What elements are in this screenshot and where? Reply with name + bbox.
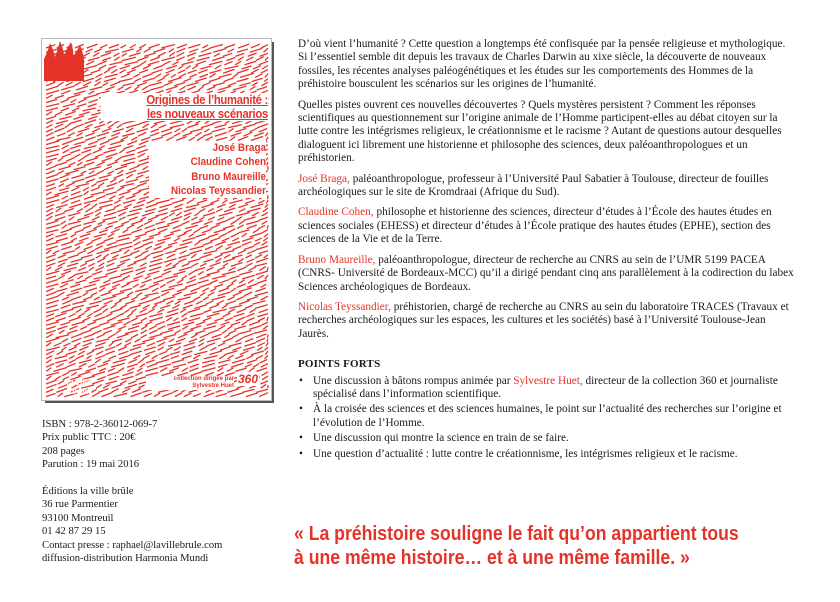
publisher-info: [42, 485, 282, 565]
list-item-text: Une discussion à bâtons rompus animée par: [313, 374, 514, 387]
publisher-name: Éditions la ville brûle: [42, 486, 134, 497]
list-item-text: Une discussion qui montre la science en train de se faire.: [313, 432, 569, 445]
bullet-icon: •: [299, 432, 303, 445]
bio-name: Bruno Maureille,: [298, 253, 376, 266]
publisher-logo-text: la ville brûle: [66, 378, 92, 396]
cover-author: Bruno Maureille: [191, 170, 266, 183]
isbn: ISBN : 978-2-36012-069-7: [42, 419, 158, 430]
bullet-icon: •: [299, 374, 303, 387]
bio-name: Nicolas Teyssandier,: [298, 300, 391, 313]
cover-collection: [146, 376, 234, 390]
cover-title-line2: les nouveaux scénarios: [146, 107, 268, 121]
cover-author: Claudine Cohen: [190, 156, 266, 169]
book-info: [42, 418, 282, 471]
press-contact: Contact presse : raphael@lavillebrule.com: [42, 539, 223, 551]
cover-collection-number: 360: [238, 372, 259, 386]
cover-author: José Braga: [212, 142, 266, 154]
list-item: [298, 448, 796, 461]
quote-line2: à une même histoire… et à une même famille. »: [294, 545, 690, 569]
book-cover: [42, 39, 271, 400]
release-date: Parution : 19 mai 2016: [42, 458, 140, 470]
bullet-icon: •: [299, 403, 303, 416]
list-item-text: directeur de la collection 360 et journaliste spécialisé dans l’information scientifique.: [313, 374, 778, 400]
distribution: diffusion-distribution Harmonia Mundi: [42, 553, 209, 565]
main-text: [298, 38, 796, 463]
bio-name: José Braga,: [298, 172, 350, 185]
bio-text: philosophe et historienne des sciences, directeur d’études à l’École des hautes études en sciences sociales (EHESS) et directeur d’études à l’École pratique des hautes études (EPHE), section des sciences de la Vie et de la Terre.: [298, 206, 772, 246]
points-forts-heading: POINTS FORTS: [298, 358, 381, 371]
bio-text: paléoanthropologue, professeur à l’Université Paul Sabatier à Toulouse, directeur de fouilles archéologiques sur le site de Kromdraai (Afrique du Sud).: [298, 172, 769, 199]
list-item: [298, 403, 796, 430]
cover-title-line1: Origines de l’humanité :: [146, 93, 268, 107]
cover-collection-line2: Sylvestre Huet: [192, 383, 234, 389]
cover-collection-line1: collection dirigée par: [173, 376, 234, 382]
bio-name: Claudine Cohen,: [298, 206, 374, 219]
publisher-city: 93100 Montreuil: [42, 512, 114, 524]
cover-title: [101, 93, 268, 121]
list-item-text: À la croisée des sciences et des sciences humaines, le point sur l’actualité des recherches sur l’origine et l’évolution de l’Homme.: [313, 403, 782, 429]
bio-text: préhistorien, chargé de recherche au CNRS au sein du laboratoire TRACES (Travaux et recherches archéologiques sur les espaces, les cultures et les sociétés) basé à l’Université Toulouse-Jean Jaurès.: [298, 300, 789, 340]
intro-paragraph: Quelles pistes ouvrent ces nouvelles découvertes ? Quels mystères persistent ? Comment les réponses scientifiques au questionnement sur l’origine animale de l’Homme participent-elles au débat citoyen sur la lutte contre les intégrismes religieux, le créationnisme et le racisme ? Autant de questions autour desquelles dialoguent ici librement une historienne et philosophe des sciences, deux paléoanthropologues et un préhistorien.: [298, 98, 782, 165]
pull-quote: [294, 522, 741, 569]
bio-maureille: [298, 254, 796, 294]
bullet-icon: •: [299, 447, 303, 460]
quote-line1: « La préhistoire souligne le fait qu’on appartient tous: [294, 522, 739, 545]
bio-text: paléoanthropologue, directeur de recherche au CNRS au sein de l’UMR 5199 PACEA (CNRS- Université de Bordeaux-MCC) qu’il a dirigé pendant cinq ans parallèlement à la codirection du labex Sciences archéologiques de Bordeaux.: [298, 253, 794, 293]
price: Prix public TTC : 20€: [42, 432, 136, 444]
list-item-text: Une question d’actualité : lutte contre le créationnisme, les intégrismes religieux et le racisme.: [313, 447, 738, 460]
cover-authors: [149, 141, 266, 198]
bio-braga: [298, 173, 796, 200]
bio-cohen: [298, 206, 796, 246]
publisher-street: 36 rue Parmentier: [42, 499, 118, 511]
list-item-name: Sylvestre Huet,: [513, 374, 583, 387]
cover-author: Nicolas Teyssandier: [170, 184, 266, 197]
list-item: [298, 375, 796, 402]
page-count: 208 pages: [42, 445, 85, 457]
bio-teyssandier: [298, 301, 796, 341]
points-forts-list: [298, 375, 796, 461]
intro-paragraph: D’où vient l’humanité ? Cette question a longtemps été confisquée par la pensée religieuse et mythologique. Si l’essentiel semble dit depuis les travaux de Charles Darwin au xixe siècle, la découverte de nouveaux fossiles, les récentes analyses paléogénétiques et les études sur les comportements des Hommes de la préhistoire bousculent les scénarios sur les origines de l’humanité.: [298, 38, 786, 91]
list-item: [298, 432, 796, 445]
publisher-phone: 01 42 87 29 15: [42, 526, 106, 538]
publisher-flame-logo-icon: [42, 39, 86, 81]
